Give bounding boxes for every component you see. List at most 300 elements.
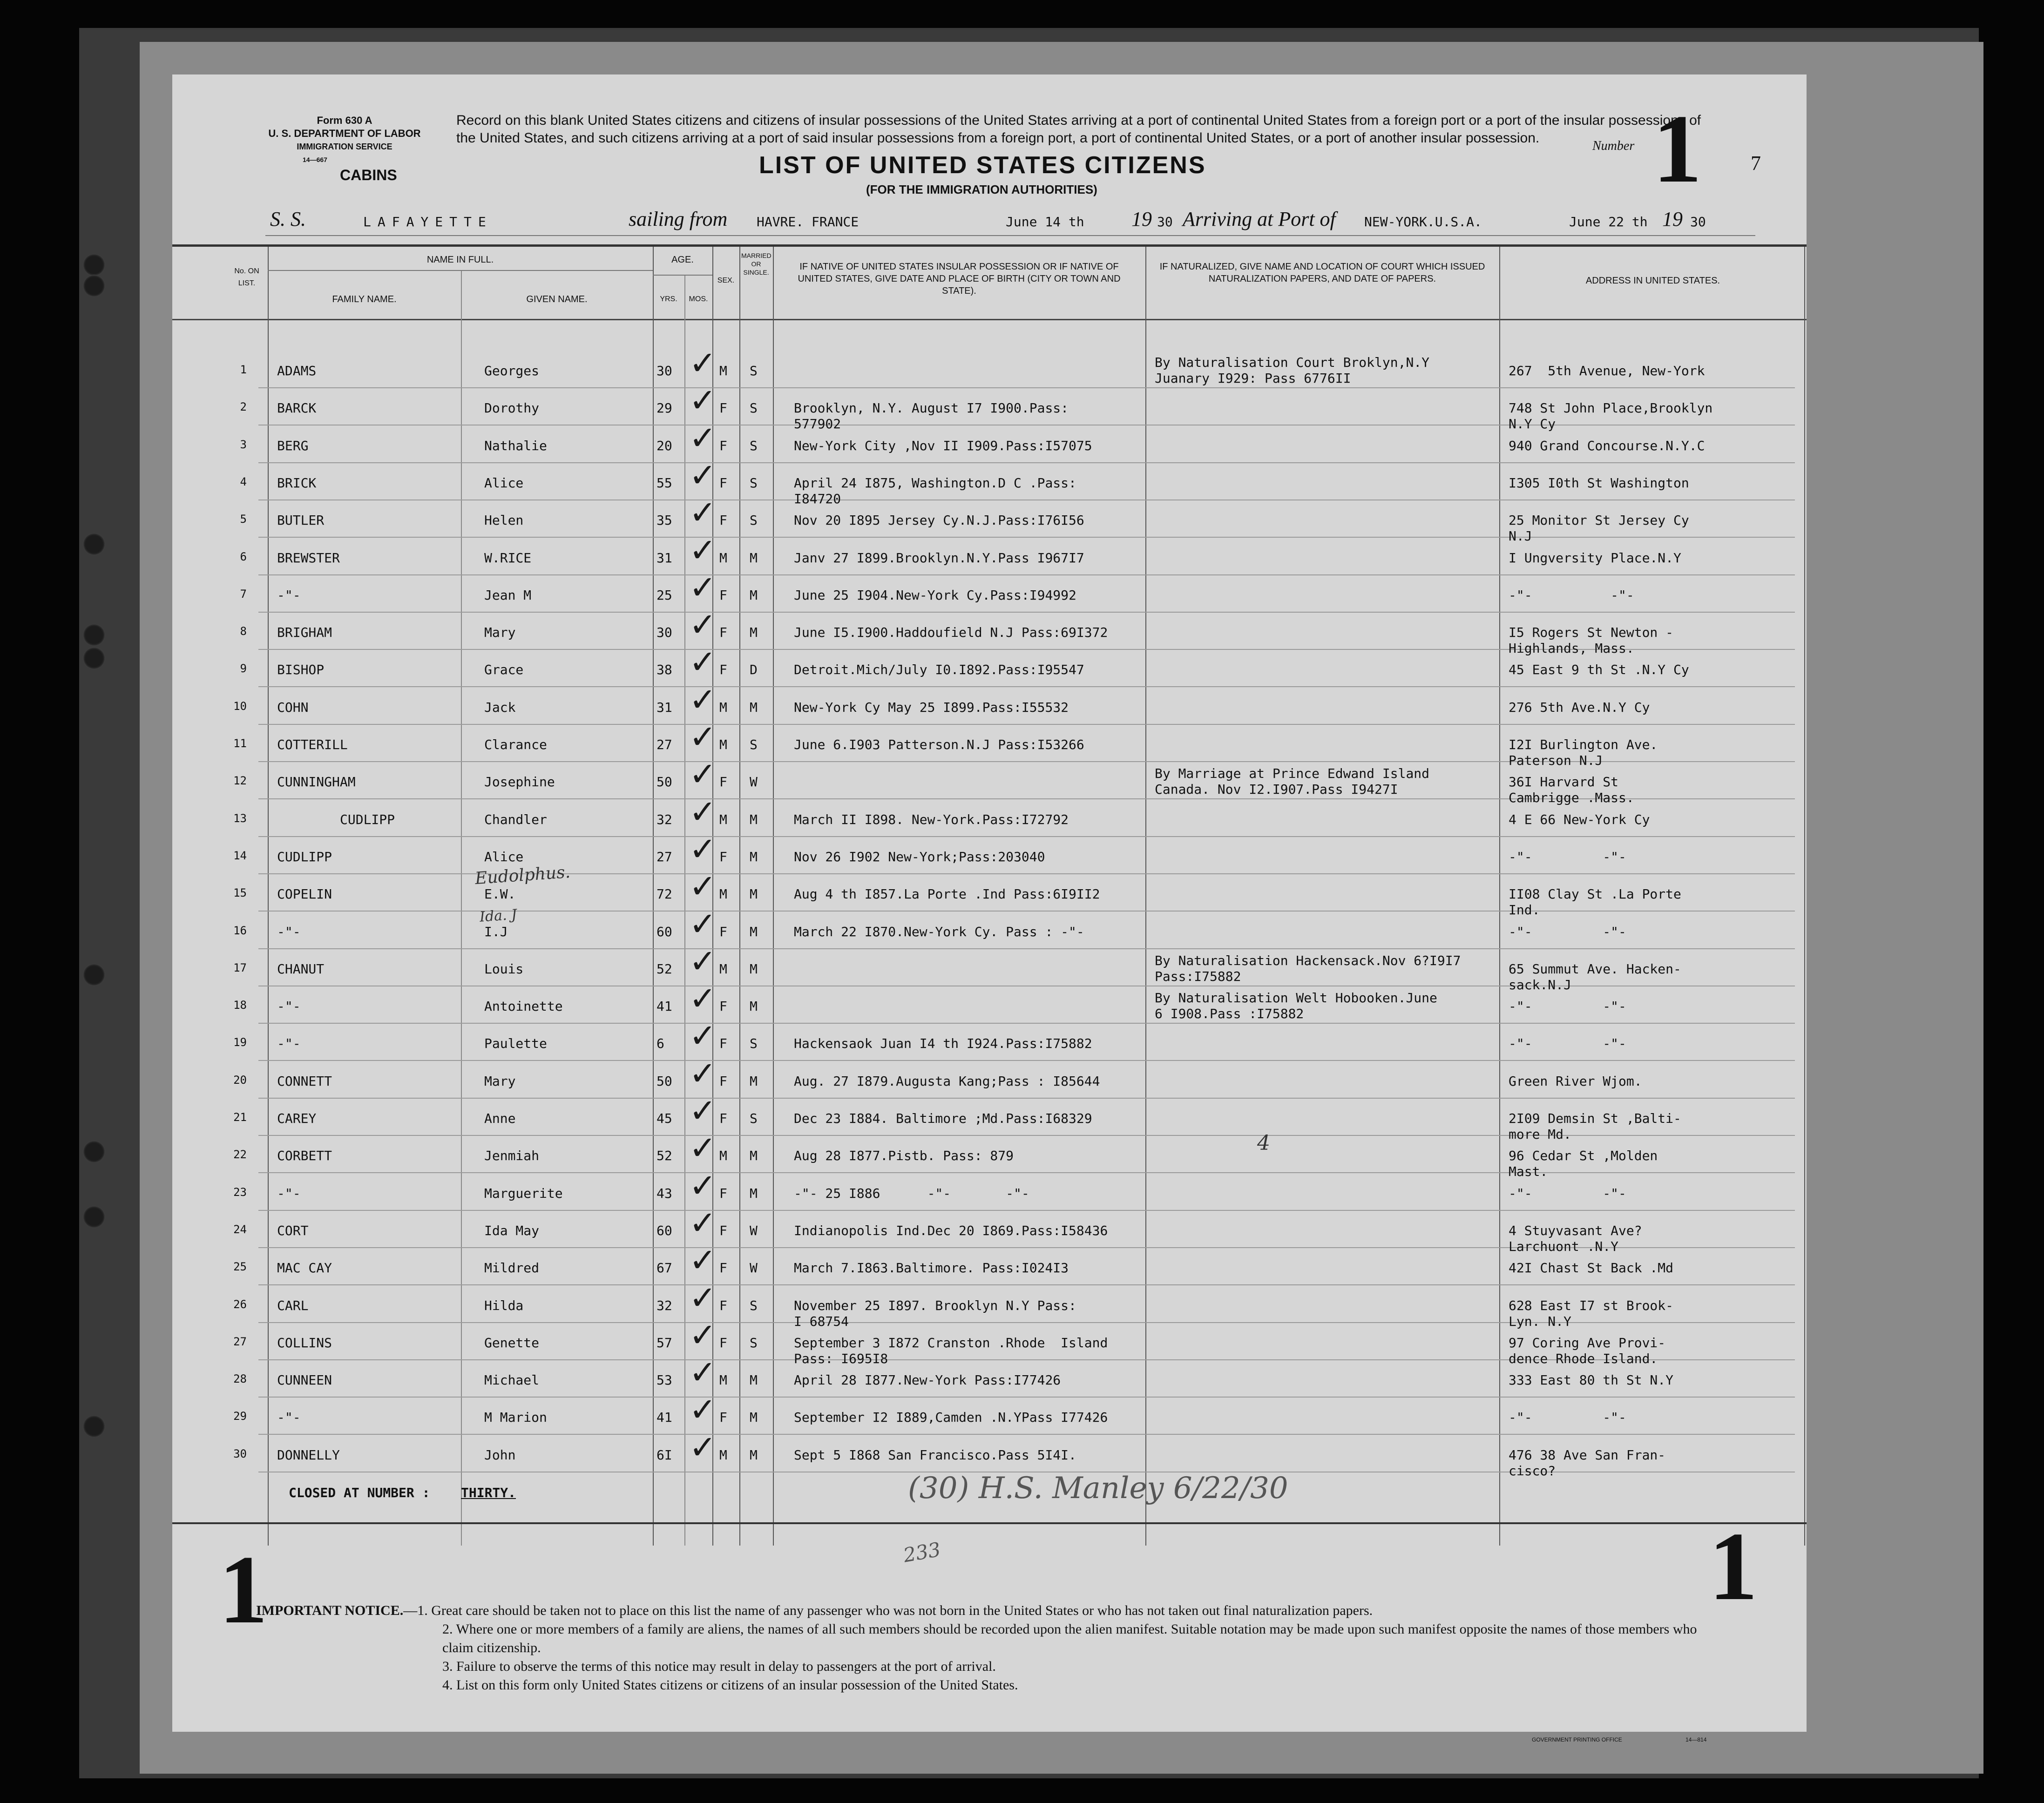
notice-text-1: —1. Great care should be taken not to place on this list the name of any passenger who was not born in the United States or who has not taken out final naturalization papers. bbox=[403, 1603, 1373, 1618]
us-address: -"- -"- bbox=[1509, 849, 1626, 864]
birth-info: Sept 5 I868 San Francisco.Pass 5I4I. bbox=[794, 1447, 1076, 1463]
given-name: Jenmiah bbox=[484, 1148, 540, 1163]
birth-info: June I5.I900.Haddoufield N.J Pass:69I372 bbox=[794, 625, 1108, 640]
given-name: E.W. bbox=[484, 886, 516, 902]
us-address: I2I Burlington Ave. Paterson N.J bbox=[1509, 737, 1658, 768]
age-years: 32 bbox=[657, 1298, 672, 1313]
col-header-birth: IF NATIVE OF UNITED STATES INSULAR POSSESSION OR IF NATIVE OF UNITED STATES, GIVE DATE AND PLACE OF BIRTH (CITY OR TOWN AND STATE). bbox=[798, 262, 1121, 296]
port-from: HAVRE. FRANCE bbox=[757, 214, 859, 230]
service: IMMIGRATION SERVICE bbox=[297, 142, 393, 151]
us-address: -"- -"- bbox=[1509, 1410, 1626, 1425]
row-rule bbox=[258, 1397, 1795, 1398]
check-mark-icon: ✓ bbox=[689, 1204, 717, 1242]
us-address: 333 East 80 th St N.Y bbox=[1509, 1372, 1674, 1388]
check-mark-icon: ✓ bbox=[689, 793, 717, 831]
col-header-given: GIVEN NAME. bbox=[526, 294, 588, 304]
col-header-no: No. ON LIST. bbox=[234, 267, 259, 287]
family-name: COTTERILL bbox=[277, 737, 348, 752]
us-address: 25 Monitor St Jersey Cy N.J bbox=[1509, 513, 1689, 544]
col-divider bbox=[773, 247, 774, 1546]
row-number: 23 bbox=[233, 1186, 247, 1199]
age-years: 27 bbox=[657, 849, 672, 864]
family-name: CUDLIPP bbox=[340, 812, 395, 827]
sex: M bbox=[719, 1148, 727, 1163]
row-number: 24 bbox=[233, 1223, 247, 1236]
check-mark-icon: ✓ bbox=[689, 1316, 717, 1354]
sex: M bbox=[719, 1372, 727, 1388]
check-mark-icon: ✓ bbox=[689, 1092, 717, 1130]
birth-info: Nov 20 I895 Jersey Cy.N.J.Pass:I76I56 bbox=[794, 513, 1084, 528]
given-name: Chandler bbox=[484, 812, 547, 827]
us-address: 42I Chast St Back .Md bbox=[1509, 1260, 1674, 1276]
birth-info: Aug 4 th I857.La Porte .Ind Pass:6I9II2 bbox=[794, 886, 1100, 902]
birth-info: Aug 28 I877.Pistb. Pass: 879 bbox=[794, 1148, 1014, 1163]
family-name: -"- bbox=[277, 587, 301, 603]
check-mark-icon: ✓ bbox=[689, 493, 717, 532]
us-address: 748 St John Place,Brooklyn N.Y Cy bbox=[1509, 400, 1713, 432]
sex: M bbox=[719, 737, 727, 752]
age-years: 6I bbox=[657, 1447, 672, 1463]
row-number: 11 bbox=[233, 737, 247, 750]
row-number: 7 bbox=[240, 587, 247, 601]
sex: F bbox=[719, 662, 727, 677]
marital-status: M bbox=[750, 849, 758, 864]
check-mark-icon: ✓ bbox=[689, 905, 717, 943]
given-name: Grace bbox=[484, 662, 524, 677]
col-divider bbox=[1804, 247, 1805, 1546]
year-prefix-to: 19 bbox=[1662, 208, 1683, 230]
row-rule bbox=[258, 1023, 1795, 1024]
family-name: BREWSTER bbox=[277, 550, 340, 566]
check-mark-icon: ✓ bbox=[689, 1054, 717, 1093]
birth-info: Nov 26 I902 New-York;Pass:203040 bbox=[794, 849, 1045, 864]
check-mark-icon: ✓ bbox=[689, 1241, 717, 1279]
marital-status: S bbox=[750, 363, 758, 378]
row-rule bbox=[258, 612, 1795, 613]
printer-code: 14—814 bbox=[1685, 1736, 1707, 1743]
name-subheader-rule bbox=[268, 270, 653, 271]
age-years: 29 bbox=[657, 400, 672, 416]
marital-status: S bbox=[750, 737, 758, 752]
given-name: Nathalie bbox=[484, 438, 547, 453]
family-name: -"- bbox=[277, 1186, 301, 1201]
check-mark-icon: ✓ bbox=[689, 643, 717, 681]
row-number: 29 bbox=[233, 1410, 247, 1423]
age-years: 31 bbox=[657, 550, 672, 566]
age-years: 35 bbox=[657, 513, 672, 528]
us-address: -"- -"- bbox=[1509, 924, 1626, 939]
binder-hole bbox=[83, 254, 105, 276]
row-number: 15 bbox=[233, 886, 247, 899]
us-address: -"- -"- bbox=[1509, 1036, 1626, 1051]
us-address: -"- -"- bbox=[1509, 587, 1634, 603]
row-number: 10 bbox=[233, 700, 247, 713]
check-mark-icon: ✓ bbox=[689, 755, 717, 793]
port-to: NEW-YORK.U.S.A. bbox=[1364, 214, 1482, 230]
check-mark-icon: ✓ bbox=[689, 979, 717, 1018]
check-mark-icon: ✓ bbox=[689, 531, 717, 569]
row-number: 22 bbox=[233, 1148, 247, 1161]
us-address: -"- -"- bbox=[1509, 999, 1626, 1014]
row-number: 12 bbox=[233, 774, 247, 787]
age-years: 31 bbox=[657, 700, 672, 715]
marital-status: M bbox=[750, 700, 758, 715]
table-top-rule bbox=[172, 244, 1807, 247]
naturalization-info: By Naturalisation Welt Hobooken.June 6 I908.Pass :I75882 bbox=[1155, 990, 1437, 1021]
naturalization-info: By Marriage at Prince Edwand Island Canada. Nov I2.I907.Pass I9427I bbox=[1155, 766, 1430, 797]
sex: F bbox=[719, 400, 727, 416]
manifest-sheet bbox=[172, 74, 1807, 1743]
row-number: 30 bbox=[233, 1447, 247, 1460]
row-number: 4 bbox=[240, 475, 247, 488]
sex: F bbox=[719, 1186, 727, 1201]
handwritten-bottom-note: 233 bbox=[901, 1538, 942, 1567]
given-name: Ida May bbox=[484, 1223, 540, 1238]
birth-info: Janv 27 I899.Brooklyn.N.Y.Pass I967I7 bbox=[794, 550, 1084, 566]
sex: M bbox=[719, 550, 727, 566]
marital-status: M bbox=[750, 886, 758, 902]
age-years: 52 bbox=[657, 1148, 672, 1163]
age-years: 30 bbox=[657, 625, 672, 640]
marital-status: M bbox=[750, 812, 758, 827]
birth-info: April 24 I875, Washington.D C .Pass: I84720 bbox=[794, 475, 1076, 506]
naturalization-info: By Naturalisation Hackensack.Nov 6?I9I7 Pass:I75882 bbox=[1155, 953, 1461, 984]
row-number: 27 bbox=[233, 1335, 247, 1348]
sex: F bbox=[719, 625, 727, 640]
given-name: Louis bbox=[484, 961, 524, 977]
age-years: 50 bbox=[657, 1074, 672, 1089]
sex: M bbox=[719, 961, 727, 977]
footer-rule bbox=[172, 1522, 1807, 1524]
row-rule bbox=[258, 387, 1795, 388]
binder-hole bbox=[83, 275, 105, 297]
sex: M bbox=[719, 363, 727, 378]
important-notice bbox=[256, 1601, 1727, 1695]
sex: M bbox=[719, 812, 727, 827]
col-divider bbox=[739, 247, 740, 1546]
given-name: Marguerite bbox=[484, 1186, 563, 1201]
given-name: Mildred bbox=[484, 1260, 540, 1276]
given-name: M Marion bbox=[484, 1410, 547, 1425]
col-divider bbox=[1499, 247, 1500, 1546]
check-mark-icon: ✓ bbox=[689, 1017, 717, 1055]
row-number: 2 bbox=[240, 400, 247, 413]
family-name: ADAMS bbox=[277, 363, 317, 378]
voyage-underline bbox=[265, 235, 1755, 236]
date-to: June 22 th bbox=[1569, 214, 1648, 230]
age-years: 32 bbox=[657, 812, 672, 827]
age-years: 25 bbox=[657, 587, 672, 603]
family-name: CORT bbox=[277, 1223, 309, 1238]
us-address: 96 Cedar St ,Molden Mast. bbox=[1509, 1148, 1658, 1179]
marital-status: W bbox=[750, 1260, 758, 1276]
check-mark-icon: ✓ bbox=[689, 381, 717, 419]
given-name: Michael bbox=[484, 1372, 540, 1388]
form-code: 14—667 bbox=[303, 156, 327, 163]
age-years: 57 bbox=[657, 1335, 672, 1351]
given-name: John bbox=[484, 1447, 516, 1463]
age-years: 60 bbox=[657, 924, 672, 939]
form-subtitle: (FOR THE IMMIGRATION AUTHORITIES) bbox=[866, 182, 1097, 196]
birth-info: Hackensaok Juan I4 th I924.Pass:I75882 bbox=[794, 1036, 1092, 1051]
us-address: 476 38 Ave San Fran- cisco? bbox=[1509, 1447, 1666, 1479]
row-rule bbox=[258, 462, 1795, 463]
date-from: June 14 th bbox=[1006, 214, 1084, 230]
age-years: 41 bbox=[657, 999, 672, 1014]
family-name: -"- bbox=[277, 924, 301, 939]
binder-hole bbox=[83, 1415, 105, 1438]
given-name: W.RICE bbox=[484, 550, 532, 566]
marital-status: S bbox=[750, 1036, 758, 1051]
sex: F bbox=[719, 849, 727, 864]
check-mark-icon: ✓ bbox=[689, 606, 717, 644]
check-mark-icon: ✓ bbox=[689, 568, 717, 607]
year-from: 30 bbox=[1157, 214, 1173, 230]
marital-status: S bbox=[750, 400, 758, 416]
sex: M bbox=[719, 886, 727, 902]
family-name: BRICK bbox=[277, 475, 317, 491]
age-subheader-rule bbox=[653, 275, 712, 276]
us-address: 940 Grand Concourse.N.Y.C bbox=[1509, 438, 1705, 453]
check-mark-icon: ✓ bbox=[689, 1353, 717, 1391]
check-mark-icon: ✓ bbox=[689, 942, 717, 980]
row-rule bbox=[258, 574, 1795, 575]
sex: F bbox=[719, 513, 727, 528]
birth-info: November 25 I897. Brooklyn N.Y Pass: I 68754 bbox=[794, 1298, 1076, 1329]
marital-status: M bbox=[750, 1186, 758, 1201]
row-number: 19 bbox=[233, 1036, 247, 1049]
col-header-address: ADDRESS IN UNITED STATES. bbox=[1585, 276, 1720, 286]
age-years: 50 bbox=[657, 774, 672, 790]
birth-info: -"- 25 I886 -"- -"- bbox=[794, 1186, 1029, 1201]
notice-head: IMPORTANT NOTICE. bbox=[256, 1603, 404, 1618]
marital-status: M bbox=[750, 587, 758, 603]
row-number: 21 bbox=[233, 1111, 247, 1124]
ship-name: LAFAYETTE bbox=[363, 214, 493, 230]
row-rule bbox=[258, 1098, 1795, 1099]
sex: M bbox=[719, 700, 727, 715]
family-name: CARL bbox=[277, 1298, 309, 1313]
check-mark-icon: ✓ bbox=[689, 1279, 717, 1317]
family-name: MAC CAY bbox=[277, 1260, 332, 1276]
family-name: CHANUT bbox=[277, 961, 325, 977]
age-years: 30 bbox=[657, 363, 672, 378]
form-title: LIST OF UNITED STATES CITIZENS bbox=[759, 152, 1206, 179]
marital-status: M bbox=[750, 924, 758, 939]
sex: F bbox=[719, 924, 727, 939]
us-address: 2I09 Demsin St ,Balti- more Md. bbox=[1509, 1111, 1681, 1142]
row-rule bbox=[258, 1284, 1795, 1285]
col-header-yrs: YRS. bbox=[660, 295, 677, 303]
marital-status: M bbox=[750, 1447, 758, 1463]
sex: F bbox=[719, 1223, 727, 1238]
given-name: Hilda bbox=[484, 1298, 524, 1313]
row-rule bbox=[258, 1434, 1795, 1435]
family-name: BRIGHAM bbox=[277, 625, 332, 640]
year-prefix-from: 19 bbox=[1131, 208, 1152, 230]
handwritten-copelin-name: Eudolphus. bbox=[474, 862, 571, 889]
given-name: Paulette bbox=[484, 1036, 547, 1051]
sex: F bbox=[719, 1111, 727, 1126]
birth-info: New-York City ,Nov II I909.Pass:I57075 bbox=[794, 438, 1092, 453]
row-number: 28 bbox=[233, 1372, 247, 1385]
marital-status: M bbox=[750, 625, 758, 640]
marital-status: S bbox=[750, 1111, 758, 1126]
sailing-from-label: sailing from bbox=[629, 208, 728, 230]
family-name: BISHOP bbox=[277, 662, 325, 677]
us-address: 628 East I7 st Brook- Lyn. N.Y bbox=[1509, 1298, 1674, 1329]
form-info bbox=[223, 114, 466, 166]
row-number: 6 bbox=[240, 550, 247, 563]
row-number: 8 bbox=[240, 625, 247, 638]
row-number: 26 bbox=[233, 1298, 247, 1311]
check-mark-icon: ✓ bbox=[689, 419, 717, 457]
check-mark-icon: ✓ bbox=[689, 1167, 717, 1205]
age-years: 45 bbox=[657, 1111, 672, 1126]
given-name: Dorothy bbox=[484, 400, 540, 416]
us-address: I305 I0th St Washington bbox=[1509, 475, 1689, 491]
age-years: 60 bbox=[657, 1223, 672, 1238]
row-number: 5 bbox=[240, 513, 247, 526]
binder-hole bbox=[83, 533, 105, 555]
arriving-label: Arriving at Port of bbox=[1183, 208, 1336, 230]
family-name: COHN bbox=[277, 700, 309, 715]
marital-status: S bbox=[750, 438, 758, 453]
family-name: BERG bbox=[277, 438, 309, 453]
marital-status: M bbox=[750, 550, 758, 566]
row-number: 3 bbox=[240, 438, 247, 451]
col-header-sex: SEX. bbox=[717, 277, 735, 284]
col-divider bbox=[1145, 247, 1146, 1546]
sex: M bbox=[719, 1447, 727, 1463]
col-header-mos: MOS. bbox=[689, 295, 708, 303]
row-rule bbox=[258, 686, 1795, 687]
us-address: 97 Coring Ave Provi- dence Rhode Island. bbox=[1509, 1335, 1666, 1366]
table-header-rule bbox=[172, 319, 1807, 320]
list-number: 1 bbox=[1653, 95, 1702, 203]
marital-status: M bbox=[750, 1074, 758, 1089]
us-address: II08 Clay St .La Porte Ind. bbox=[1509, 886, 1681, 918]
check-mark-icon: ✓ bbox=[689, 830, 717, 868]
marital-status: D bbox=[750, 662, 758, 677]
family-name: CUNNINGHAM bbox=[277, 774, 356, 790]
marital-status: S bbox=[750, 1298, 758, 1313]
row-number: 13 bbox=[233, 812, 247, 825]
birth-info: June 25 I904.New-York Cy.Pass:I94992 bbox=[794, 587, 1076, 603]
age-years: 67 bbox=[657, 1260, 672, 1276]
us-address: 45 East 9 th St .N.Y Cy bbox=[1509, 662, 1689, 677]
sex: F bbox=[719, 774, 727, 790]
us-address: 65 Summut Ave. Hacken- sack.N.J bbox=[1509, 961, 1681, 993]
check-mark-icon: ✓ bbox=[689, 1428, 717, 1466]
marital-status: M bbox=[750, 1410, 758, 1425]
us-address: I Ungversity Place.N.Y bbox=[1509, 550, 1681, 566]
birth-info: March II I898. New-York.Pass:I72792 bbox=[794, 812, 1069, 827]
sex: F bbox=[719, 999, 727, 1014]
us-address: 4 E 66 New-York Cy bbox=[1509, 812, 1650, 827]
age-years: 38 bbox=[657, 662, 672, 677]
sex: F bbox=[719, 475, 727, 491]
sex: F bbox=[719, 1298, 727, 1313]
birth-info: March 7.I863.Baltimore. Pass:I024I3 bbox=[794, 1260, 1069, 1276]
check-mark-icon: ✓ bbox=[689, 681, 717, 719]
family-name: DONNELLY bbox=[277, 1447, 340, 1463]
age-years: 52 bbox=[657, 961, 672, 977]
family-name: CORBETT bbox=[277, 1148, 332, 1163]
age-years: 55 bbox=[657, 475, 672, 491]
cabins-label: CABINS bbox=[340, 167, 397, 183]
us-address: 4 Stuyvasant Ave? Larchuont .N.Y bbox=[1509, 1223, 1642, 1254]
row-number: 16 bbox=[233, 924, 247, 937]
marital-status: S bbox=[750, 475, 758, 491]
notice-item-2: 2. Where one or more members of a family are aliens, the names of all such members should be recorded upon the alien manifest. Suitable notation may be made upon such manifest opposite the names of those members who claim citizenship. bbox=[442, 1621, 1697, 1655]
row-rule bbox=[258, 1060, 1795, 1061]
notice-item-3: 3. Failure to observe the terms of this notice may result in delay to passengers at the port of arrival. bbox=[442, 1659, 996, 1674]
handwritten-signature: (30) H.S. Manley 6/22/30 bbox=[908, 1471, 1288, 1506]
family-name: -"- bbox=[277, 1410, 301, 1425]
marital-status: M bbox=[750, 999, 758, 1014]
family-name: -"- bbox=[277, 1036, 301, 1051]
family-name: CUNNEEN bbox=[277, 1372, 332, 1388]
birth-info: New-York Cy May 25 I899.Pass:I55532 bbox=[794, 700, 1069, 715]
binder-hole bbox=[83, 1206, 105, 1228]
row-rule bbox=[258, 724, 1795, 725]
given-name: Antoinette bbox=[484, 999, 563, 1014]
family-name: COPELIN bbox=[277, 886, 332, 902]
birth-info: Detroit.Mich/July I0.I892.Pass:I95547 bbox=[794, 662, 1084, 677]
closing-value: THIRTY. bbox=[461, 1485, 516, 1500]
family-name: CONNETT bbox=[277, 1074, 332, 1089]
binder-hole bbox=[83, 624, 105, 646]
family-name: BARCK bbox=[277, 400, 317, 416]
given-name: Mary bbox=[484, 625, 516, 640]
check-mark-icon: ✓ bbox=[689, 1129, 717, 1167]
row-number: 14 bbox=[233, 849, 247, 862]
family-name: COLLINS bbox=[277, 1335, 332, 1351]
birth-info: September I2 I889,Camden .N.YPass I77426 bbox=[794, 1410, 1108, 1425]
check-mark-icon: ✓ bbox=[689, 1391, 717, 1429]
marital-status: S bbox=[750, 1335, 758, 1351]
row-number: 17 bbox=[233, 961, 247, 974]
col-header-married: MARRIED OR SINGLE. bbox=[741, 252, 772, 276]
age-years: 6 bbox=[657, 1036, 664, 1051]
ss-label: S. S. bbox=[270, 208, 306, 230]
given-name: Alice bbox=[484, 849, 524, 864]
form-instructions: Record on this blank United States citizens and citizens of insular possessions of the United States arriving at a port of continental United States from a foreign port or a port of the insular possessions of the United States, and such citizens arriving at a port of said insular possessions from a foreign port, a port of continental United States, or a port of another insular possession. bbox=[456, 113, 1701, 146]
notice-item-4: 4. List on this form only United States citizens or citizens of an insular possession of the United States. bbox=[442, 1677, 1018, 1693]
binder-hole bbox=[83, 647, 105, 669]
handwritten-copelin-wife-name: Ida. J bbox=[479, 906, 518, 925]
department: U. S. DEPARTMENT OF LABOR bbox=[268, 128, 421, 139]
sex: F bbox=[719, 1260, 727, 1276]
given-name: Jean M bbox=[484, 587, 532, 603]
marital-status: M bbox=[750, 1372, 758, 1388]
check-mark-icon: ✓ bbox=[689, 867, 717, 905]
us-address: 276 5th Ave.N.Y Cy bbox=[1509, 700, 1650, 715]
age-years: 72 bbox=[657, 886, 672, 902]
age-years: 27 bbox=[657, 737, 672, 752]
family-name: CUDLIPP bbox=[277, 849, 332, 864]
given-name: Helen bbox=[484, 513, 524, 528]
us-address: 267 5th Avenue, New-York bbox=[1509, 363, 1705, 378]
year-to: 30 bbox=[1690, 214, 1706, 230]
closing-label: CLOSED AT NUMBER : bbox=[289, 1485, 430, 1500]
col-divider bbox=[268, 247, 269, 1546]
given-name: Mary bbox=[484, 1074, 516, 1089]
row-rule bbox=[258, 836, 1795, 837]
sex: F bbox=[719, 1074, 727, 1089]
us-address: 36I Harvard St Cambrigge .Mass. bbox=[1509, 774, 1634, 805]
